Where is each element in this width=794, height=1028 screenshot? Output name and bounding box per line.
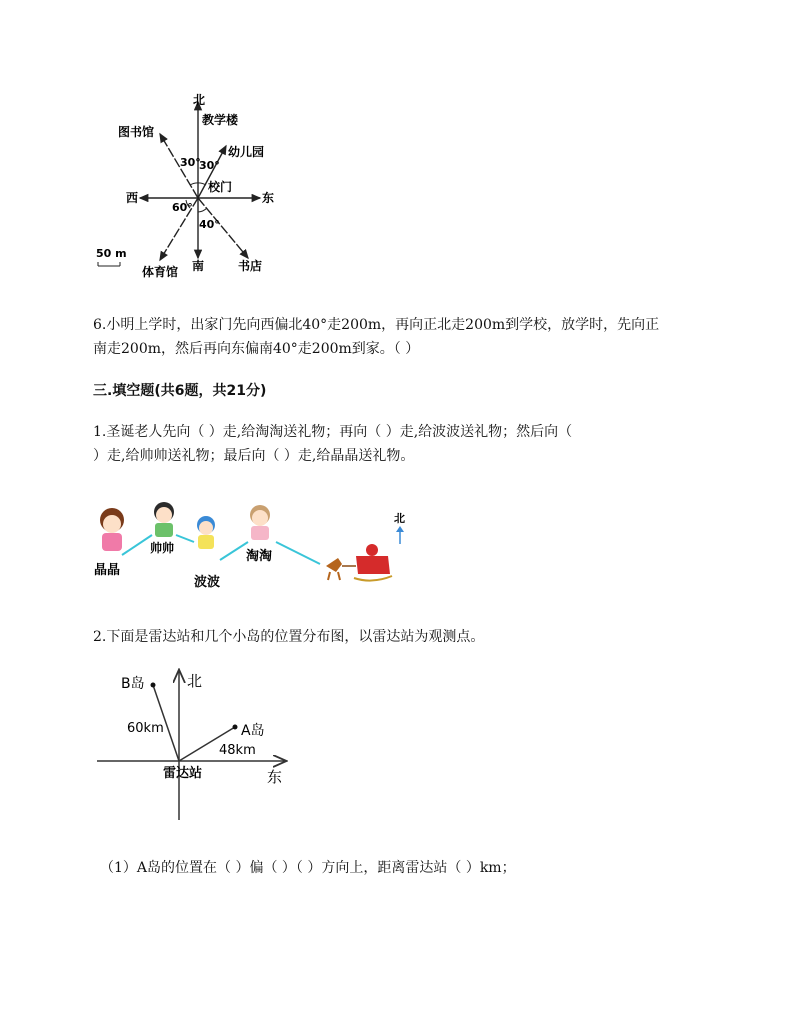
bookstore-label: 书店 [238,259,263,273]
b-island-label: B岛 [121,676,145,692]
west-label: 西 [126,191,139,205]
teaching-building-label: 教学楼 [202,113,239,127]
dist-a-label: 48km [219,743,256,758]
north-arrowhead [396,526,404,532]
fill-question-1-line1: 1.圣诞老人先向（ ）走,给淘淘送礼物；再向（ ）走,给波波送礼物；然后向（ [93,424,573,440]
center-label: 校门 [208,180,233,194]
jingjing-avatar [100,508,124,551]
route-line-2 [176,535,194,542]
angle-label-1: 30° [180,156,201,169]
question-6-line1: 6.小明上学时，出家门先向西偏北40°走200m，再向正北走200m到学校，放学时，先向正 [93,317,660,333]
question-6 [93,313,713,361]
east-label: 东 [262,191,275,205]
angle-label-4: 40° [199,218,220,231]
a-island-point [233,725,238,730]
shuaishuai-label: 帅帅 [150,541,175,555]
angle-arc-bottom [198,208,207,212]
bobo-avatar [197,516,215,549]
jingjing-label: 晶晶 [94,563,121,578]
kindergarten-label: 幼儿园 [228,145,265,159]
station-label: 雷达站 [163,766,203,781]
taotao-avatar [250,505,270,540]
radar-east-label: 东 [267,768,283,786]
fill-question-2: 2.下面是雷达站和几个小岛的位置分布图，以雷达站为观测点。 [93,629,485,645]
scale-label: 50 m [96,247,127,260]
taotao-label: 淘淘 [246,549,273,564]
b-island-point [151,683,156,688]
library-label: 图书馆 [118,125,155,139]
fill-question-1 [93,420,713,468]
question-6-line2: 南走200m，然后再向东偏南40°走200m到家。（ ） [93,341,420,357]
kids-route-figure [90,500,410,595]
kids-north-label: 北 [394,512,405,525]
route-line-4 [276,542,320,564]
shuaishuai-avatar [154,502,174,537]
north-label: 北 [193,93,206,107]
dist-b-label: 60km [127,721,164,736]
south-label: 南 [192,259,205,273]
route-line-3 [220,542,248,560]
section-title: 三.填空题(共6题，共21分) [93,383,267,399]
fill-question-1-line2: ）走,给帅帅送礼物；最后向（ ）走,给晶晶送礼物。 [93,448,415,464]
route-line-1 [122,535,152,555]
compass-figure [90,90,290,280]
angle-label-2: 30° [199,159,220,172]
radar-north-label: 北 [187,672,203,690]
santa-sleigh-icon [326,544,392,581]
radar-figure [95,665,295,825]
bobo-label: 波波 [194,575,221,590]
gym-label: 体育馆 [142,265,179,279]
a-island-label: A岛 [241,723,265,739]
sub-question-1: （1）A岛的位置在（ ）偏（ ）（ ）方向上，距离雷达站（ ）km； [100,860,516,876]
angle-label-3: 60° [172,201,193,214]
